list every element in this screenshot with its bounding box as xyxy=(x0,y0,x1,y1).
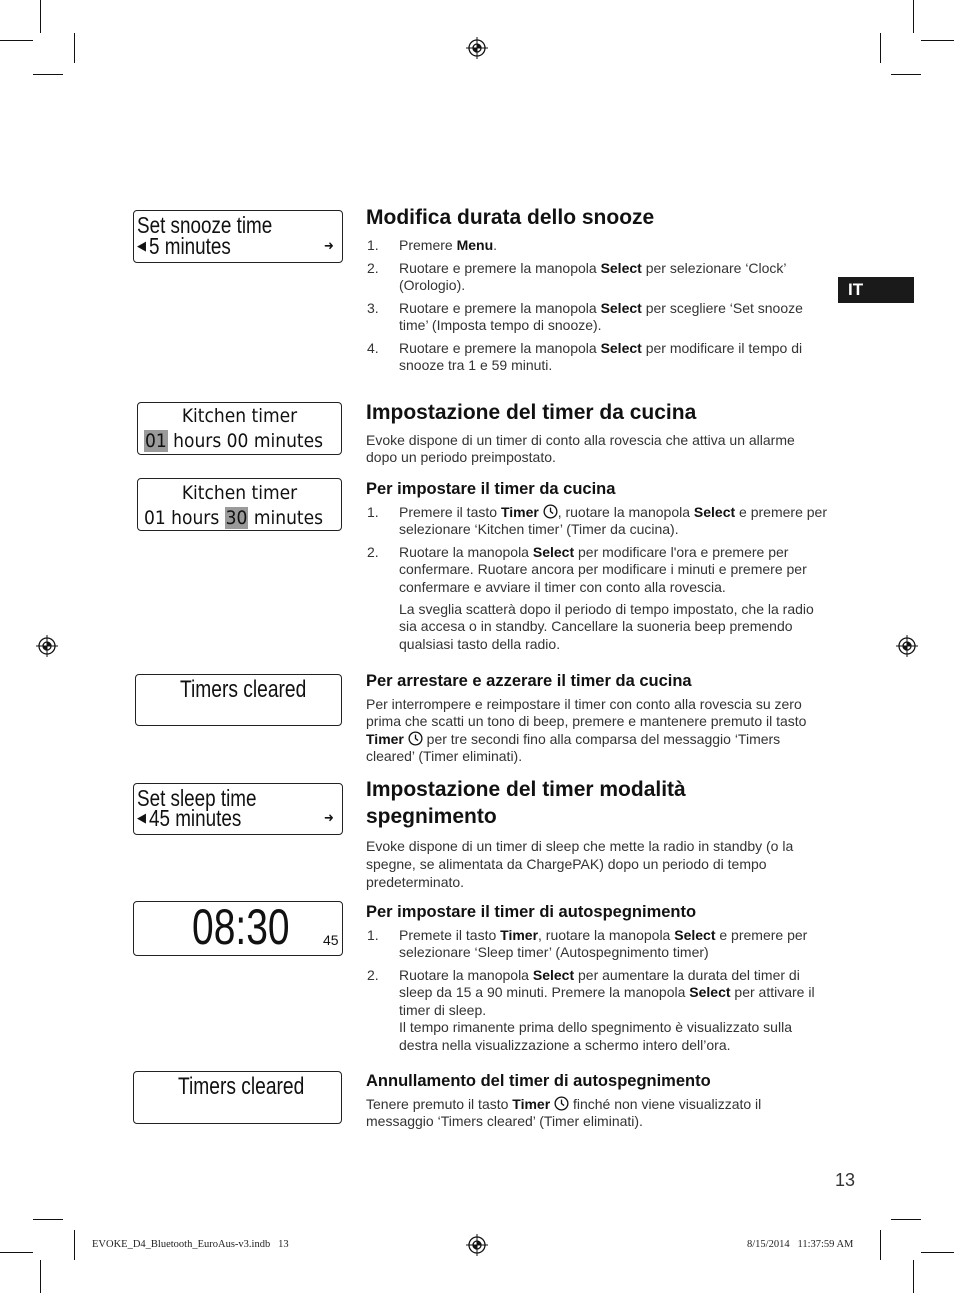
step-text: Ruotare la manopola xyxy=(399,967,533,983)
kitchen-stop-text xyxy=(366,696,828,766)
kitchen-timer-display-minutes xyxy=(137,478,342,531)
step-bold: Select xyxy=(689,984,731,1001)
step-bold: Select xyxy=(532,544,575,560)
minutes-value: 30 xyxy=(225,507,248,529)
registration-mark-icon xyxy=(466,37,488,59)
sleep-display xyxy=(133,783,343,835)
step-text: per aumentare la durata del timer di sleep da 15 a 90 minuti. Premere la manopola xyxy=(399,967,800,1001)
step-number: 2. xyxy=(367,967,379,983)
step-number: 1. xyxy=(367,504,379,520)
step-note: Il tempo rimanente prima dello spegnimento è visualizzato sulla destra nella visualizzazione a schermo intero dell’ora. xyxy=(399,1019,792,1053)
crop-mark xyxy=(913,0,914,33)
language-tab: IT xyxy=(838,277,914,303)
list-item xyxy=(367,260,827,296)
display-value-line xyxy=(144,507,323,529)
hours-label: hours xyxy=(167,430,227,452)
step-text: Premete il tasto xyxy=(399,927,501,943)
display-message: Timers cleared xyxy=(178,1073,305,1100)
hours-value: 01 xyxy=(144,507,166,529)
list-item xyxy=(367,237,827,255)
step-bold: Menu xyxy=(456,237,494,253)
crop-mark xyxy=(33,74,63,75)
step-bold: Select xyxy=(600,300,642,316)
sleep-remaining: 45 xyxy=(323,932,339,948)
back-arrow-icon: ◀ xyxy=(137,811,146,826)
para-text: Tenere premuto il tasto xyxy=(366,1096,513,1112)
crop-mark xyxy=(880,33,881,63)
para-bold: Timer xyxy=(512,1096,551,1112)
timer-clock-icon xyxy=(408,731,423,746)
step-bold: Select xyxy=(674,927,716,943)
footer-timestamp: 8/15/2014 11:37:59 AM xyxy=(747,1239,854,1250)
step-bold: Timer xyxy=(500,504,539,520)
timers-cleared-display xyxy=(135,674,342,726)
step-text: per attivare il timer di sleep. xyxy=(399,984,815,1018)
minutes-value: 00 xyxy=(226,430,249,452)
crop-mark xyxy=(74,33,75,63)
display-title: Kitchen timer xyxy=(181,405,298,427)
timer-clock-icon xyxy=(554,1096,569,1111)
clock-display xyxy=(133,901,343,956)
crop-mark xyxy=(40,0,41,33)
subheading-cancel-sleep: Annullamento del timer di autospegnimento xyxy=(366,1072,711,1090)
step-text: per modificare l'ora e premere per confermare. Ruotare ancora per modificare i minuti e premere per confermare e avviare il timer con conto alla rovescia. xyxy=(399,544,807,595)
minutes-label: minutes xyxy=(248,507,324,529)
step-bold: Select xyxy=(532,967,575,983)
section-heading-kitchen: Impostazione del timer da cucina xyxy=(366,401,697,424)
crop-mark xyxy=(40,1260,41,1293)
step-text: e premere per selezionare ‘Kitchen timer’ (Timer da cucina). xyxy=(399,504,827,538)
display-value-line xyxy=(144,430,323,452)
display-line-1: Set sleep time xyxy=(137,785,257,811)
crop-mark xyxy=(891,1219,921,1220)
crop-mark xyxy=(33,1219,63,1220)
step-text: , ruotare la manopola xyxy=(538,927,675,943)
para-text: finché non viene visualizzato il messaggio ‘Timers cleared’ (Timer eliminati). xyxy=(366,1096,762,1130)
display-title: Kitchen timer xyxy=(181,482,298,504)
timers-cleared-display xyxy=(133,1071,342,1124)
step-bold: Select xyxy=(693,504,736,520)
forward-arrow-icon: ➜ xyxy=(324,239,334,254)
step-text: Ruotare la manopola xyxy=(399,544,533,560)
subheading-set-sleep: Per impostare il timer di autospegnimento xyxy=(366,903,697,921)
step-text: Ruotare e premere la manopola xyxy=(399,300,601,316)
list-item xyxy=(367,967,827,1057)
display-message: Timers cleared xyxy=(180,676,307,703)
step-number: 1. xyxy=(367,927,379,943)
para-text: per tre secondi fino alla comparsa del messaggio ‘Timers cleared’ (Timer eliminati). xyxy=(366,730,781,765)
kitchen-intro: Evoke dispone di un timer di conto alla rovescia che attiva un allarme dopo un periodo preimpostato. xyxy=(366,432,795,466)
crop-mark xyxy=(880,1230,881,1260)
step-text: Premere il tasto xyxy=(399,504,501,520)
subheading-stop-kitchen: Per arrestare e azzerare il timer da cucina xyxy=(366,672,692,690)
minutes-label: minutes xyxy=(248,430,324,452)
kitchen-note: La sveglia scatterà dopo il periodo di tempo impostato, che la radio sia accesa o in standby. Cancellare la suoneria beep premendo qualsiasi tasto della radio. xyxy=(399,601,814,652)
registration-mark-icon xyxy=(36,635,58,657)
list-item xyxy=(367,927,827,963)
step-number: 2. xyxy=(367,260,379,276)
heading-line: Impostazione del timer modalità xyxy=(366,778,686,801)
crop-mark xyxy=(913,1260,914,1293)
step-text: Ruotare e premere la manopola xyxy=(399,260,601,276)
heading-line: spegnimento xyxy=(366,805,497,828)
step-number: 4. xyxy=(367,340,379,356)
para-text: Per interrompere e reimpostare il timer con conto alla rovescia su zero prima che scatti un tono di beep, premere e mantenere premuto il tasto xyxy=(366,696,807,730)
step-text: per selezionare ‘Clock’ (Orologio). xyxy=(399,260,787,294)
step-number: 3. xyxy=(367,300,379,316)
display-line-2: 45 minutes xyxy=(149,805,242,831)
sleep-intro: Evoke dispone di un timer di sleep che mette la radio in standby (o la spegne, se alimentata da ChargePAK) dopo un periodo di tempo predeterminato. xyxy=(366,838,794,890)
step-number: 2. xyxy=(367,544,379,560)
step-number: 1. xyxy=(367,237,379,253)
footer-file: EVOKE_D4_Bluetooth_EuroAus-v3.indb 13 xyxy=(92,1239,289,1250)
registration-mark-icon xyxy=(466,1234,488,1256)
step-bold: Timer xyxy=(500,927,539,943)
step-bold: Select xyxy=(600,340,642,356)
step-text: . xyxy=(493,237,498,253)
page-number: 13 xyxy=(835,1170,856,1190)
crop-mark xyxy=(74,1230,75,1260)
hours-value: 01 xyxy=(145,430,167,452)
registration-mark-icon xyxy=(896,635,918,657)
snooze-display xyxy=(133,210,343,263)
step-text: per modificare il tempo di snooze tra 1 e 59 minuti. xyxy=(399,340,803,374)
crop-mark xyxy=(921,40,954,41)
step-text: e premere per selezionare ‘Sleep timer’ (Autospegnimento timer) xyxy=(399,927,808,961)
list-item xyxy=(367,340,827,376)
para-bold: Timer xyxy=(366,730,404,747)
hours-label: hours xyxy=(165,507,225,529)
crop-mark xyxy=(0,1252,33,1253)
clock-time: 08:30 xyxy=(192,899,290,955)
step-text: , ruotare la manopola xyxy=(557,504,694,520)
crop-mark xyxy=(921,1252,954,1253)
crop-mark xyxy=(891,74,921,75)
step-text: per scegliere ‘Set snooze time’ (Imposta tempo di snooze). xyxy=(399,300,803,334)
sleep-cancel-text xyxy=(366,1096,828,1131)
back-arrow-icon: ◀ xyxy=(137,239,146,254)
step-bold: Select xyxy=(600,260,642,276)
kitchen-timer-display-hours xyxy=(137,402,342,455)
list-item xyxy=(367,544,827,598)
subheading-set-kitchen: Per impostare il timer da cucina xyxy=(366,480,616,498)
crop-mark xyxy=(0,40,33,41)
display-line-2: 5 minutes xyxy=(149,233,231,259)
list-item xyxy=(367,300,827,336)
section-heading-snooze: Modifica durata dello snooze xyxy=(366,206,655,229)
timer-clock-icon xyxy=(543,504,558,519)
section-heading-sleep xyxy=(366,776,686,830)
step-text: Premere xyxy=(399,237,457,253)
forward-arrow-icon: ➜ xyxy=(324,811,334,826)
list-item xyxy=(367,504,827,540)
display-line-1: Set snooze time xyxy=(137,212,273,238)
step-text: Ruotare e premere la manopola xyxy=(399,340,601,356)
